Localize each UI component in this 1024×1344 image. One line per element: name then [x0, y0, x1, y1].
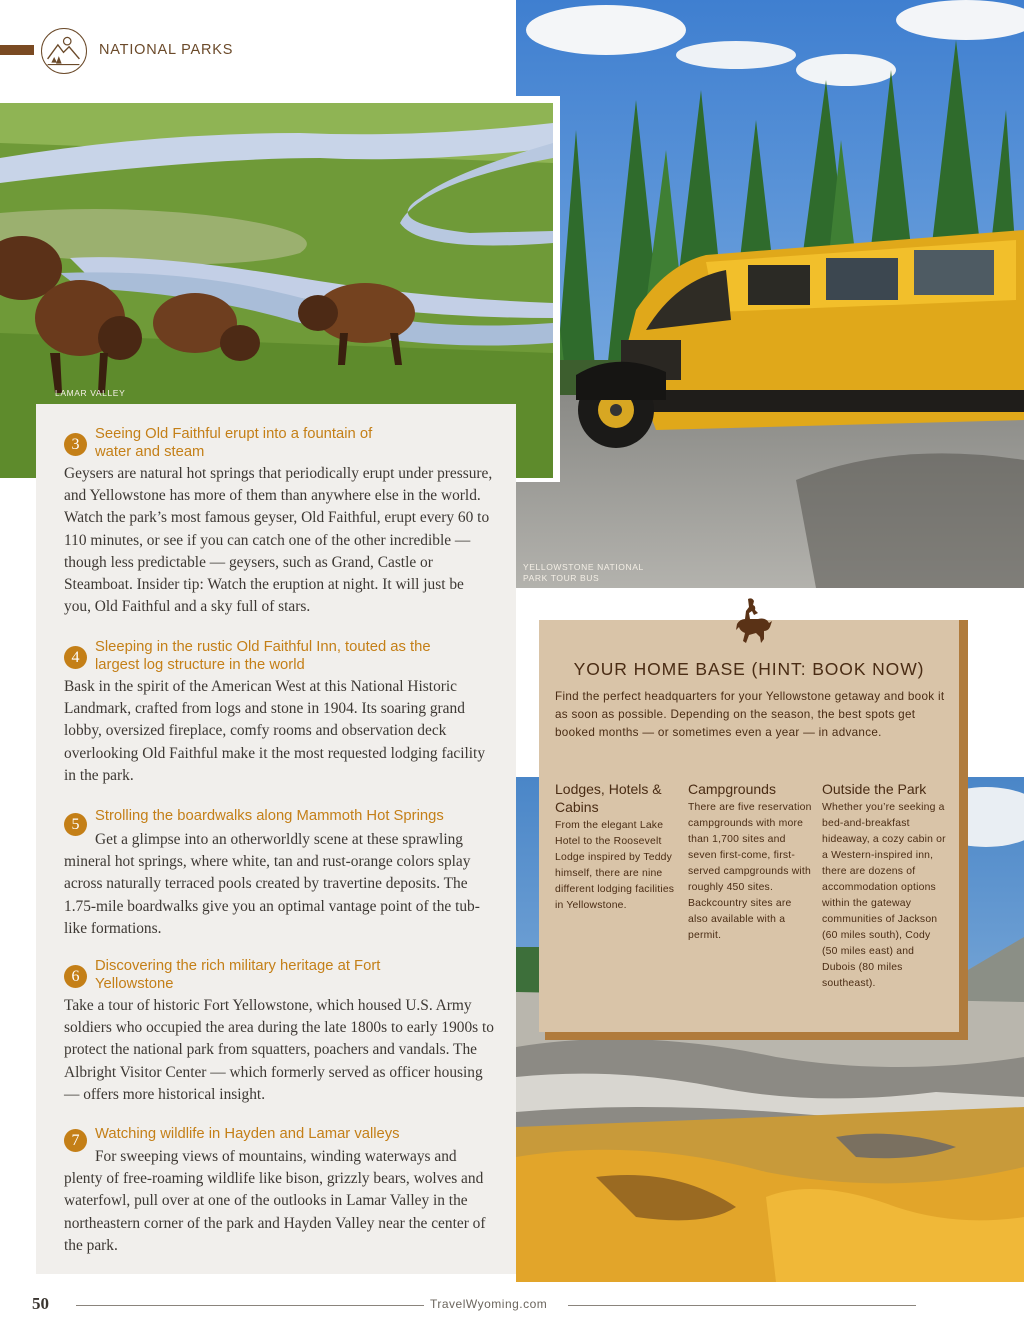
item-number-badge: 5: [64, 813, 87, 836]
home-base-column-lodges: [555, 781, 683, 914]
section-title: NATIONAL PARKS: [99, 42, 234, 58]
home-base-column-campgrounds: [688, 781, 814, 944]
item-body: Geysers are natural hot springs that periodically erupt under pressure, and Yellowstone has more of them than anywhere else in the world. Watch the park’s most famous geyser, Old Faithful, erupt every 60 to 110 minutes, or see if you can catch one of the other incredible — though less predictable — geysers, such as Grand, Castle or Steamboat. Insider tip: Watch the eruption at night. It will just be you, Old Faithful and a sky full of stars.: [64, 465, 493, 616]
column-body: Whether you’re seeking a bed-and-breakfast hideaway, a cozy cabin or a Western-inspired inn, there are dozens of accommodation options within the gateway communities of Jackson (60 miles south), Cody (50 miles east) and Dubois (80 miles southeast).: [822, 801, 946, 989]
tour-bus-photo: [516, 0, 1024, 588]
header-accent-bar: [0, 45, 34, 55]
attractions-panel: [36, 404, 516, 1274]
mountain-sun-logo-icon: [41, 28, 87, 74]
home-base-title: YOUR HOME BASE (HINT: BOOK NOW): [573, 659, 925, 679]
item-number-badge: 4: [64, 646, 87, 669]
item-body: Get a glimpse into an otherworldly scene at these sprawling mineral hot springs, where white, tan and rust-orange colors splay across naturally terraced pools created by travertine deposits. The 1.75-mile boardwalks give you an optimal vantage point of the tub-like formations.: [64, 831, 480, 937]
bison-photo-caption: LAMAR VALLEY: [55, 388, 126, 398]
footer-site-link[interactable]: TravelWyoming.com: [430, 1297, 548, 1311]
column-body: There are five reservation campgrounds with more than 1,700 sites and seven first-come, first-served campgrounds with roughly 450 sites. Backcountry sites are also available with a permit.: [688, 801, 812, 941]
item-title: Watching wildlife in Hayden and Lamar valleys: [95, 1126, 400, 1142]
bus-photo-caption: YELLOWSTONE NATIONAL PARK TOUR BUS: [523, 562, 644, 583]
bucking-horse-rider-icon: [734, 597, 774, 645]
home-base-intro: Find the perfect headquarters for your Yellowstone getaway and book it as soon as possible. Depending on the season, the best spots get booked months — or sometimes even a year — in advance.: [555, 690, 945, 739]
item-title: Discovering the rich military heritage at Fort Yellowstone: [95, 958, 381, 992]
column-heading: Lodges, Hotels & Cabins: [555, 781, 662, 815]
home-base-column-outside: [822, 781, 948, 992]
item-number-badge: 3: [64, 433, 87, 456]
item-title: Seeing Old Faithful erupt into a fountain of water and steam: [95, 426, 373, 460]
item-title: Strolling the boardwalks along Mammoth Hot Springs: [95, 808, 444, 824]
item-number-badge: 6: [64, 965, 87, 988]
item-body: Take a tour of historic Fort Yellowstone, which housed U.S. Army soldiers who occupied the area during the late 1800s to early 1900s to protect the national park from squatters, poachers and vandals. The Albright Visitor Center — which formerly served as officer housing — offers more historical insight.: [64, 997, 494, 1103]
footer-rule-right: [568, 1305, 916, 1306]
page-number: 50: [32, 1294, 49, 1313]
footer-rule-left: [76, 1305, 424, 1306]
item-number-badge: 7: [64, 1129, 87, 1152]
item-body: For sweeping views of mountains, winding waterways and plenty of free-roaming wildlife like bison, grizzly bears, wolves and waterfowl, pull over at one of the outlooks in Lamar Valley in the northeastern corner of the park and Hayden Valley near the center of the park.: [64, 1148, 486, 1254]
item-body: Bask in the spirit of the American West at this National Historic Landmark, crafted from logs and stone in 1904. Its soaring grand lobby, oversized fireplace, comfy rooms and observation deck overlooking Old Faithful make it the most requested lodging facility in the park.: [64, 678, 486, 784]
column-body: From the elegant Lake Hotel to the Roosevelt Lodge inspired by Teddy himself, there are nine different lodging facilities in Yellowstone.: [555, 820, 675, 911]
column-heading: Campgrounds: [688, 781, 776, 797]
column-heading: Outside the Park: [822, 781, 927, 797]
item-title: Sleeping in the rustic Old Faithful Inn, touted as the largest log structure in the world: [95, 639, 431, 673]
